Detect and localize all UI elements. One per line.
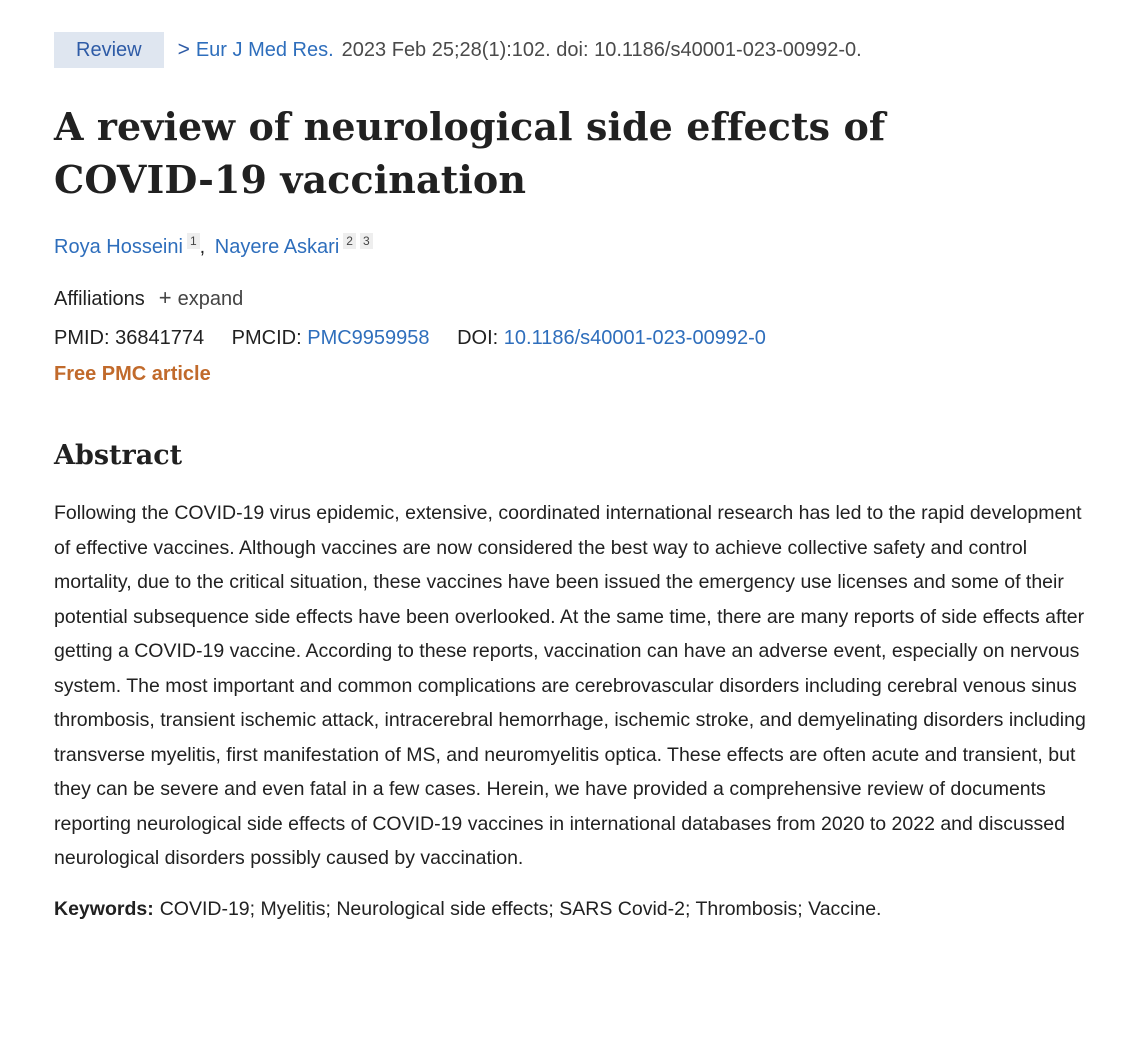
- author-list: [54, 232, 1094, 262]
- pmcid-label: PMCID:: [231, 327, 302, 349]
- abstract-heading: Abstract: [54, 440, 183, 471]
- plus-icon: +: [158, 285, 172, 310]
- author-link[interactable]: Roya Hosseini: [54, 236, 183, 258]
- review-badge: Review: [54, 32, 164, 68]
- article-title: A review of neurological side effects of COVID-19 vaccination: [54, 104, 886, 202]
- author-link[interactable]: Nayere Askari: [214, 236, 340, 258]
- chevron-right-icon: >: [177, 38, 190, 61]
- citation-text: 2023 Feb 25;28(1):102. doi: 10.1186/s40001-023-00992-0.: [341, 38, 862, 61]
- expand-affiliations-button[interactable]: [159, 283, 243, 314]
- affiliations-label: Affiliations: [54, 287, 145, 310]
- pmid-value: 36841774: [115, 327, 205, 349]
- pmcid-link[interactable]: PMC9959958: [307, 327, 430, 349]
- free-pmc-article-link[interactable]: Free PMC article: [54, 363, 211, 385]
- journal-link[interactable]: Eur J Med Res.: [195, 38, 334, 61]
- author-separator: ,: [199, 236, 206, 258]
- doi-link[interactable]: 10.1186/s40001-023-00992-0: [503, 327, 766, 349]
- pmid-label: PMID:: [54, 327, 110, 349]
- keywords-row: [54, 894, 1094, 924]
- affiliation-ref[interactable]: 3: [360, 233, 373, 249]
- affiliation-ref[interactable]: 1: [187, 233, 200, 249]
- affiliations-row: [54, 283, 1094, 314]
- affiliation-ref[interactable]: 2: [343, 233, 356, 249]
- keywords-value: COVID-19; Myelitis; Neurological side effects; SARS Covid-2; Thrombosis; Vaccine.: [159, 897, 882, 920]
- expand-label: expand: [177, 288, 244, 310]
- keywords-label: Keywords:: [54, 897, 154, 920]
- doi-label: DOI:: [457, 327, 499, 349]
- identifiers-row: [54, 323, 1094, 353]
- citation-header: [54, 32, 1094, 68]
- abstract-text: Following the COVID-19 virus epidemic, extensive, coordinated international research has led to the rapid development of effective vaccines. Although vaccines are now considered the best way to achieve collective safety and control mortality, due to the critical situation, these vaccines have been issued the emergency use licenses and some of their potential subsequence side effects have been overlooked. At the same time, there are many reports of side effects after getting a COVID-19 vaccine. According to these reports, vaccination can have an adverse event, especially on nervous system. The most important and common complications are cerebrovascular disorders including cerebral venous sinus thrombosis, transient ischemic attack, intracerebral hemorrhage, ischemic stroke, and demyelinating disorders including transverse myelitis, first manifestation of MS, and neuromyelitis optica. These effects are often acute and transient, but they can be severe and even fatal in a few cases. Herein, we have provided a comprehensive review of documents reporting neurological side effects of COVID-19 vaccines in international databases from 2020 to 2022 and discussed neurological disorders possibly caused by vaccination.: [54, 502, 1086, 869]
